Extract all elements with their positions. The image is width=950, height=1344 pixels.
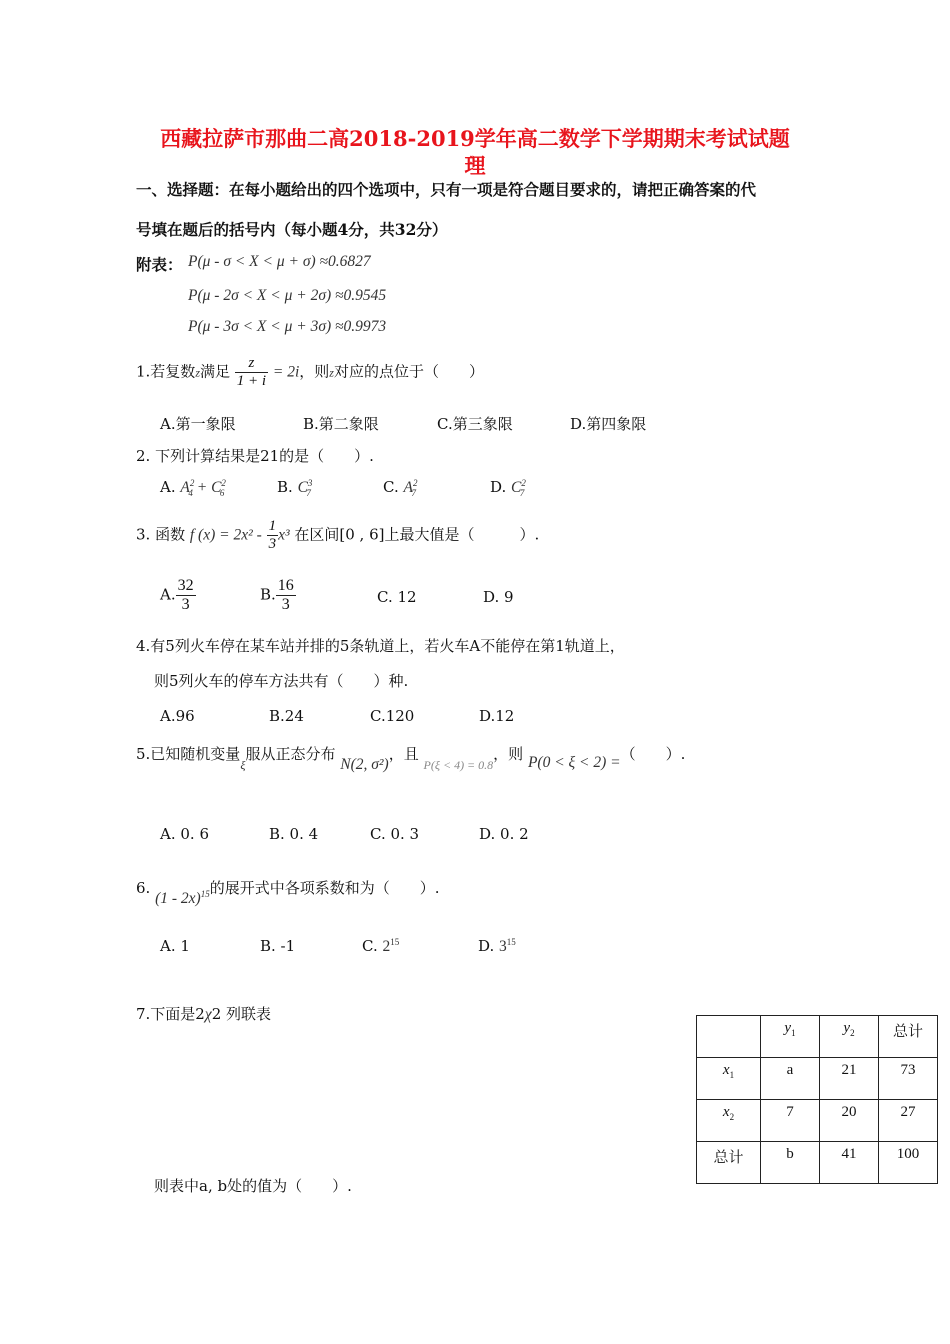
question-2-option-c: C. $A^2_7$	[383, 478, 418, 499]
question-3-option-b: B. $\frac{16}{3}$	[260, 577, 294, 613]
table-cell	[697, 1016, 761, 1058]
table-cell: 41	[820, 1142, 879, 1184]
question-2-option-b: B. $C^3_7$	[277, 478, 313, 499]
table-row	[697, 1100, 938, 1142]
question-4-line-2: 则5列火车的停车方法共有（ ）种.	[154, 672, 409, 690]
question-1-option-a: A.第一象限	[160, 415, 236, 433]
question-2-stem: 2. 下列计算结果是21的是（ ）.	[136, 447, 374, 465]
question-6-option-d: D. $3^{15}$	[478, 937, 516, 956]
appendix-formula-2: P(μ - 2σ < X < μ + 2σ) ≈0.9545	[188, 287, 387, 304]
table-cell: 总计	[697, 1142, 761, 1184]
question-4-line-1: 4.有5列火车停在某车站并排的5条轨道上，若火车A不能停在第1轨道上，	[136, 637, 625, 655]
table-cell: $y_1$	[761, 1016, 820, 1058]
question-6-option-a: A. 1	[160, 937, 190, 955]
question-5-stem: 5.已知随机变量$_\xi$服从正态分布 N(2, σ²)，且 $_{P(\xi < 4) = 0.8}$，则 P(0 < ξ < 2) =（ ）.	[136, 745, 686, 773]
section-heading-line-1: 一、选择题：在每小题给出的四个选项中，只有一项是符合题目要求的，请把正确答案的代	[136, 180, 757, 199]
title-line-2: 理	[464, 153, 486, 178]
question-7-answer-line: 则表中a, b处的值为（ ）.	[154, 1177, 352, 1195]
table-row	[697, 1016, 938, 1058]
question-1-stem: 1.若复数z满足 $\frac{z}{1 + i}$ = 2i，则z对应的点位于（ ）	[136, 355, 484, 389]
question-7-stem: 7.下面是2χ2 列联表	[136, 1005, 271, 1023]
question-5-option-b: B. 0. 4	[269, 825, 319, 843]
table-cell: 73	[879, 1058, 938, 1100]
question-3-fraction: $\frac{1}{3}$	[268, 518, 277, 552]
question-5-option-a: A. 0. 6	[160, 825, 209, 843]
question-2-option-d: D. $C^2_7$	[490, 478, 526, 499]
question-6-stem: 6. (1 - 2x)$^{15}$的展开式中各项系数和为（ ）.	[136, 879, 440, 907]
table-cell: 100	[879, 1142, 938, 1184]
question-3-option-c: C. 12	[377, 588, 417, 606]
question-6-option-b: B. -1	[260, 937, 296, 955]
question-4-option-d: D.12	[479, 707, 515, 725]
question-3-option-d: D. 9	[483, 588, 514, 606]
question-5-option-d: D. 0. 2	[479, 825, 529, 843]
question-4-option-b: B.24	[269, 707, 304, 725]
question-2-option-a: A. $A^2_4 + C^2_6$	[160, 478, 226, 499]
table-cell: $x_1$	[697, 1058, 761, 1100]
table-cell: a	[761, 1058, 820, 1100]
appendix-formula-3: P(μ - 3σ < X < μ + 3σ) ≈0.9973	[188, 318, 387, 335]
table-cell: b	[761, 1142, 820, 1184]
table-cell: 7	[761, 1100, 820, 1142]
table-cell: 27	[879, 1100, 938, 1142]
table-row	[697, 1142, 938, 1184]
section-heading-line-2: 号填在题后的括号内（每小题4分，共32分）	[136, 220, 448, 239]
question-5-option-c: C. 0. 3	[370, 825, 420, 843]
table-cell: $x_2$	[697, 1100, 761, 1142]
question-3-stem: 3. 函数 f (x) = 2x² - $\frac{1}{3}$ x³ 在区间[0 , 6]上最大值是（ ）.	[136, 518, 540, 552]
contingency-table	[696, 1015, 938, 1184]
question-4-option-a: A.96	[160, 707, 195, 725]
question-3-option-a: A. $\frac{32}{3}$	[160, 577, 194, 613]
table-cell: $y_2$	[820, 1016, 879, 1058]
question-1-fraction: $\frac{z}{1 + i}$	[236, 355, 267, 389]
table-cell: 21	[820, 1058, 879, 1100]
question-4-option-c: C.120	[370, 707, 415, 725]
question-1-option-b: B.第二象限	[303, 415, 379, 433]
table-cell: 总计	[879, 1016, 938, 1058]
appendix-label: 附表：	[136, 255, 183, 274]
question-1-option-c: C.第三象限	[437, 415, 513, 433]
title-line-1: 西藏拉萨市那曲二高2018-2019学年高二数学下学期期末考试试题	[160, 126, 790, 151]
question-1-option-d: D.第四象限	[570, 415, 647, 433]
appendix-formula-1: P(μ - σ < X < μ + σ) ≈0.6827	[188, 253, 371, 270]
table-cell: 20	[820, 1100, 879, 1142]
question-6-option-c: C. $2^{15}$	[362, 937, 400, 956]
table-row	[697, 1058, 938, 1100]
